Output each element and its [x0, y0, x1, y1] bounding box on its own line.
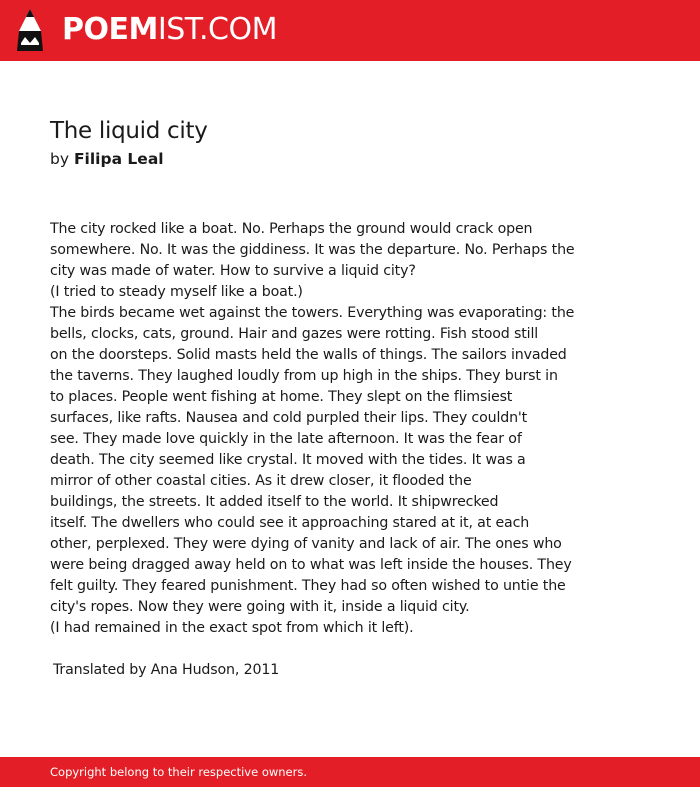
- site-header: [0, 0, 700, 61]
- poem-line: city was made of water. How to survive a liquid city?: [50, 263, 416, 279]
- poem-body: [50, 219, 610, 639]
- site-footer: [0, 757, 700, 787]
- site-logo[interactable]: [62, 13, 277, 47]
- poem-line: other, perplexed. They were dying of vanity and lack of air. The ones who: [50, 536, 562, 552]
- logo-brand-light: IST.COM: [157, 12, 277, 47]
- poem-title: The liquid city: [50, 118, 208, 144]
- poem-line: death. The city seemed like crystal. It moved with the tides. It was a: [50, 452, 526, 468]
- poem-line: (I tried to steady myself like a boat.): [50, 284, 303, 300]
- by-label: by: [50, 150, 70, 168]
- poem-author: Filipa Leal: [73, 150, 164, 168]
- poem-line: on the doorsteps. Solid masts held the walls of things. The sailors invaded: [50, 347, 567, 363]
- poem-byline: [50, 148, 164, 170]
- poem-line: were being dragged away held on to what was left inside the houses. They: [50, 557, 572, 573]
- poem-line: see. They made love quickly in the late afternoon. It was the fear of: [50, 431, 522, 447]
- poem-line: buildings, the streets. It added itself to the world. It shipwrecked: [50, 494, 499, 510]
- poem-line: to places. People went fishing at home. They slept on the flimsiest: [50, 389, 513, 405]
- poem-line: mirror of other coastal cities. As it drew closer, it flooded the: [50, 473, 472, 489]
- poem-line: city's ropes. Now they were going with it, inside a liquid city.: [50, 599, 470, 615]
- poem-line: somewhere. No. It was the giddiness. It was the departure. No. Perhaps the: [50, 242, 575, 258]
- logo-brand-bold: POEM: [62, 12, 158, 47]
- poem-line: bells, clocks, cats, ground. Hair and gazes were rotting. Fish stood still: [50, 326, 539, 342]
- poem-line: The birds became wet against the towers. Everything was evaporating: the: [50, 305, 575, 321]
- poem-line: The city rocked like a boat. No. Perhaps the ground would crack open: [50, 221, 533, 237]
- poem-line: (I had remained in the exact spot from which it left).: [50, 620, 414, 636]
- poem-line: felt guilty. They feared punishment. They had so often wished to untie the: [50, 578, 566, 594]
- pencil-tip-icon[interactable]: [17, 9, 43, 51]
- poem-line: surfaces, like rafts. Nausea and cold purpled their lips. They couldn't: [50, 410, 528, 426]
- translator-credit: Translated by Ana Hudson, 2011: [53, 662, 280, 678]
- poem-line: itself. The dwellers who could see it approaching stared at it, at each: [50, 515, 530, 531]
- poem-line: the taverns. They laughed loudly from up high in the ships. They burst in: [50, 368, 558, 384]
- copyright-notice: Copyright belong to their respective owners.: [50, 765, 308, 779]
